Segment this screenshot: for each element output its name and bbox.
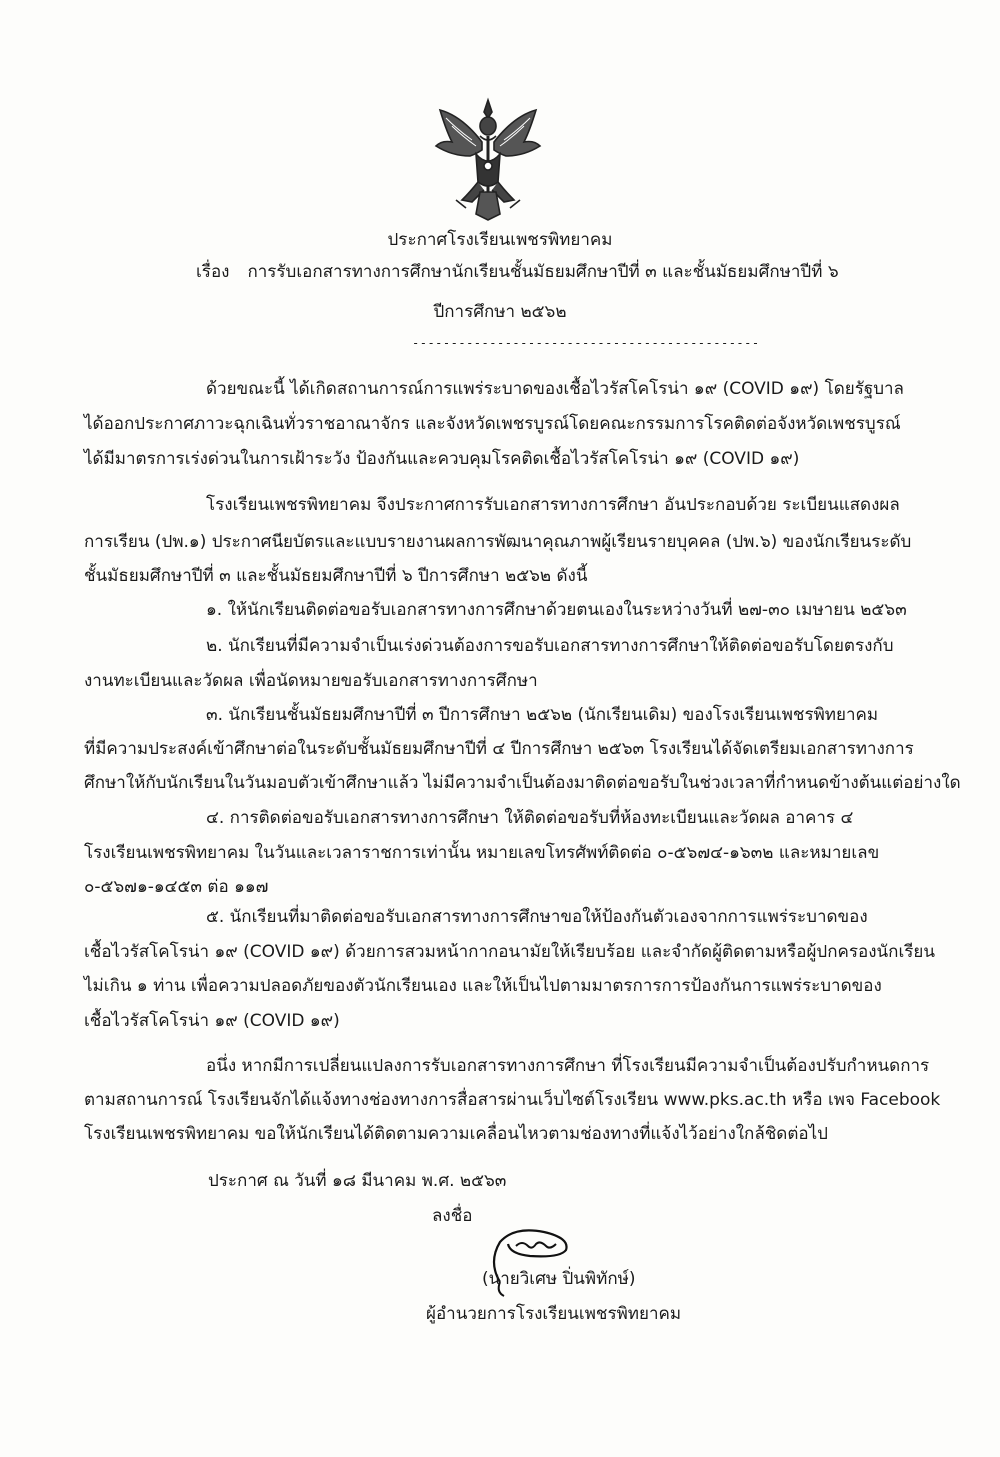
list-item-3: ๓. นักเรียนชั้นมัธยมศึกษาปีที่ ๓ ปีการศึกษา ๒๕๖๒ (นักเรียนเดิม) ของโรงเรียนเพชรพิทยาคม <box>206 705 879 725</box>
signer-position: ผู้อำนวยการโรงเรียนเพชรพิทยาคม <box>426 1304 682 1324</box>
list-item-5-continued: เชื้อไวรัสโคโรน่า ๑๙ (COVID ๑๙) ด้วยการสวมหน้ากากอนามัยให้เรียบร้อย และจำกัดผู้ติดตามหรือผู้ปกครองนักเรียน <box>84 942 935 962</box>
subject-line <box>196 258 839 285</box>
sign-label: ลงชื่อ <box>432 1206 473 1226</box>
list-item-3-continued: ศึกษาให้กับนักเรียนในวันมอบตัวเข้าศึกษาแล้ว ไม่มีความจำเป็นต้องมาติดต่อขอรับในช่วงเวลาที่กำหนดข้างต้นแต่อย่างใด <box>84 773 961 793</box>
list-item-5: ๕. นักเรียนที่มาติดต่อขอรับเอกสารทางการศึกษาขอให้ป้องกันตัวเองจากการแพร่ระบาดของ <box>206 907 868 927</box>
announcement-title: ประกาศโรงเรียนเพชรพิทยาคม <box>387 230 613 250</box>
subject-label: เรื่อง <box>196 262 230 282</box>
list-item-5-continued: ไม่เกิน ๑ ท่าน เพื่อความปลอดภัยของตัวนักเรียนเอง และให้เป็นไปตามมาตรการการป้องกันการแพร่ระบาดของ <box>84 976 882 996</box>
list-item-5-continued: เชื้อไวรัสโคโรน่า ๑๙ (COVID ๑๙) <box>84 1011 340 1031</box>
list-item-2: ๒. นักเรียนที่มีความจำเป็นเร่งด่วนต้องการขอรับเอกสารทางการศึกษาให้ติดต่อขอรับโดยตรงกับ <box>206 636 894 656</box>
paragraph-line: ได้ออกประกาศภาวะฉุกเฉินทั่วราชอาณาจักร และจังหวัดเพชรบูรณ์โดยคณะกรรมการโรคติดต่อจังหวัดเพชรบูรณ์ <box>84 414 901 434</box>
announcement-date: ประกาศ ณ วันที่ ๑๘ มีนาคม พ.ศ. ๒๕๖๓ <box>208 1171 507 1191</box>
signer-name: (นายวิเศษ ปิ่นพิทักษ์) <box>482 1269 636 1289</box>
paragraph-line: ชั้นมัธยมศึกษาปีที่ ๓ และชั้นมัธยมศึกษาปีที่ ๖ ปีการศึกษา ๒๕๖๒ ดังนี้ <box>84 566 588 586</box>
paragraph-line: ตามสถานการณ์ โรงเรียนจักได้แจ้งทางช่องทางการสื่อสารผ่านเว็บไซต์โรงเรียน www.pks.ac.th หรือ เพจ Facebook <box>84 1090 941 1110</box>
paragraph-line: โรงเรียนเพชรพิทยาคม ขอให้นักเรียนได้ติดตามความเคลื่อนไหวตามช่องทางที่แจ้งไว้อย่างใกล้ชิดต่อไป <box>84 1124 828 1144</box>
paragraph-line: โรงเรียนเพชรพิทยาคม จึงประกาศการรับเอกสารทางการศึกษา อันประกอบด้วย ระเบียนแสดงผล <box>206 495 900 515</box>
list-item-3-continued: ที่มีความประสงค์เข้าศึกษาต่อในระดับชั้นมัธยมศึกษาปีที่ ๔ ปีการศึกษา ๒๕๖๓ โรงเรียนได้จัดเตรียมเอกสารทางการ <box>84 739 914 759</box>
list-item-1: ๑. ให้นักเรียนติดต่อขอรับเอกสารทางการศึกษาด้วยตนเองในระหว่างวันที่ ๒๗-๓๐ เมษายน ๒๕๖๓ <box>206 600 907 620</box>
list-item-4-continued: ๐-๕๖๗๑-๑๔๕๓ ต่อ ๑๑๗ <box>84 877 269 897</box>
list-item-4-continued: โรงเรียนเพชรพิทยาคม ในวันและเวลาราชการเท่านั้น หมายเลขโทรศัพท์ติดต่อ ๐-๕๖๗๔-๑๖๓๒ และหมายเลข <box>84 843 880 863</box>
subject-text: การรับเอกสารทางการศึกษานักเรียนชั้นมัธยมศึกษาปีที่ ๓ และชั้นมัธยมศึกษาปีที่ ๖ <box>247 262 839 282</box>
academic-year-line: ปีการศึกษา ๒๕๖๒ <box>433 302 567 322</box>
paragraph-line: อนึ่ง หากมีการเปลี่ยนแปลงการรับเอกสารทางการศึกษา ที่โรงเรียนมีความจำเป็นต้องปรับกำหนดการ <box>206 1056 930 1076</box>
list-item-4: ๔. การติดต่อขอรับเอกสารทางการศึกษา ให้ติดต่อขอรับที่ห้องทะเบียนและวัดผล อาคาร ๔ <box>206 808 854 828</box>
list-item-2-continued: งานทะเบียนและวัดผล เพื่อนัดหมายขอรับเอกสารทางการศึกษา <box>84 671 538 691</box>
signature-icon <box>470 1222 600 1302</box>
header-divider: --------------------------------------------- <box>412 336 760 350</box>
paragraph-line: ด้วยขณะนี้ ได้เกิดสถานการณ์การแพร่ระบาดของเชื้อไวรัสโคโรน่า ๑๙ (COVID ๑๙) โดยรัฐบาล <box>206 379 904 399</box>
paragraph-line: การเรียน (ปพ.๑) ประกาศนียบัตรและแบบรายงานผลการพัฒนาคุณภาพผู้เรียนรายบุคคล (ปพ.๖) ของนักเรียนระดับ <box>84 532 912 552</box>
garuda-emblem-icon <box>432 96 544 222</box>
paragraph-line: ได้มีมาตรการเร่งด่วนในการเฝ้าระวัง ป้องกันและควบคุมโรคติดเชื้อไวรัสโคโรน่า ๑๙ (COVID ๑๙) <box>84 449 800 469</box>
